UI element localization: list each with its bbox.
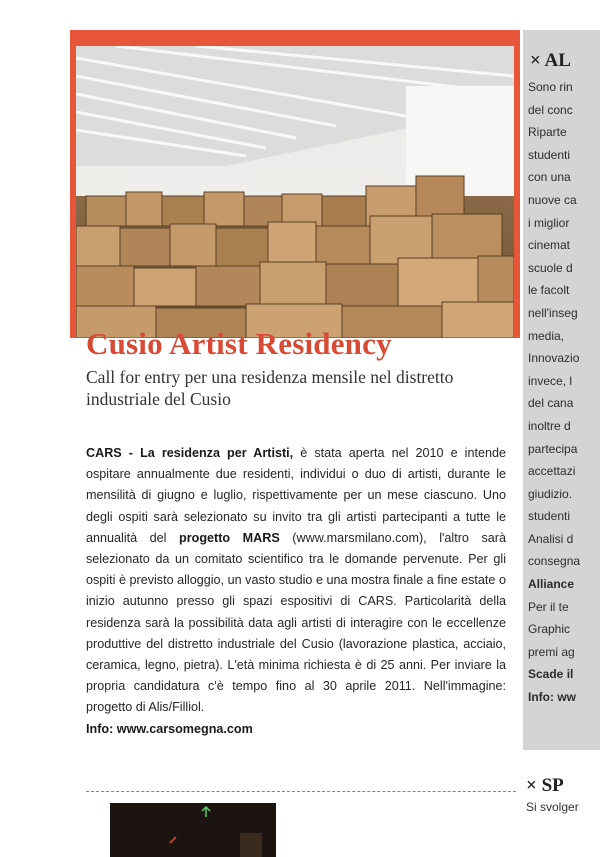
photo-frame-right xyxy=(514,46,520,338)
next-article-photo xyxy=(110,803,276,857)
sidebar-heading xyxy=(530,50,571,72)
sidebar-line: Riparte xyxy=(528,125,567,140)
sidebar-line: media, xyxy=(528,328,565,343)
sidebar-line: studenti xyxy=(528,509,571,524)
sidebar-line: giudizio. xyxy=(528,486,573,501)
article-info-link[interactable]: Info: www.carsomegna.com xyxy=(86,721,253,736)
sidebar-line-bold: Info: ww xyxy=(528,690,576,705)
sidebar-line xyxy=(528,663,580,686)
sidebar-line-bold: Scade il xyxy=(528,667,574,682)
sidebar-line: consegna xyxy=(528,554,581,569)
body-project-bold: progetto MARS xyxy=(179,530,280,545)
article-divider xyxy=(86,791,516,792)
next-article-image xyxy=(110,803,276,857)
warehouse-boxes-image xyxy=(76,46,514,338)
sidebar-line: studenti xyxy=(528,147,571,162)
sidebar-column xyxy=(523,30,600,750)
sidebar-line: premi ag xyxy=(528,644,575,659)
sidebar-line: Graphic xyxy=(528,622,571,637)
warehouse-photo xyxy=(76,46,514,338)
sidebar-line: partecipa xyxy=(528,441,578,456)
sidebar-line: cinemat xyxy=(528,238,571,253)
sidebar-heading-2-text: SP xyxy=(541,775,564,796)
sidebar-line: i miglior xyxy=(528,215,570,230)
article-title: Cusio Artist Residency xyxy=(86,326,392,361)
sidebar-footer-text: Si svolger xyxy=(526,800,579,814)
article-subtitle: Call for entry per una residenza mensile nel distretto industriale del Cusio xyxy=(86,367,454,409)
sidebar-line: accettazi xyxy=(528,464,576,479)
sidebar-heading-text: AL xyxy=(544,50,571,71)
sidebar-line: nuove ca xyxy=(528,192,577,207)
body-text-part1: è stata aperta nel 2010 e intende ospitare annualmente due residenti, individui o duo di artisti, durante le mensilità di giugno e luglio, rispettivamente per un mese ciascuno. Uno degli ospiti sarà selezionato su invito tra gli artisti partecipanti a tutte le annualità del xyxy=(86,446,506,545)
sidebar-line: inoltre d xyxy=(528,418,571,433)
sidebar-line: Per il te xyxy=(528,599,569,614)
article xyxy=(70,30,520,827)
sidebar-line-bold: Alliance xyxy=(528,577,575,592)
body-text-part2: (www.marsmilano.com), l'altro sarà selezionato da un comitato scientifico tra le domande pervenute. Per gli ospiti è previsto alloggio, un vasto studio e una mostra finale a fine estate o inizio autunno presso gli spazi espositivi di CARS. Particolarità della residenza sarà la possibilità data agli artisti di interagire con le eccellenze produttive del distretto industriale del Cusio (lavorazione plastica, acciaio, ceramica, legno, pietra). L'età minima richiesta è di 25 anni. Per inviare la propria candidatura c'è tempo fino al 30 aprile 2011. Nell'immagine: progetto di Alis/Filliol. xyxy=(86,530,506,715)
sidebar-line: del conc xyxy=(528,102,573,117)
sidebar-line: nell'inseg xyxy=(528,305,578,320)
sidebar-line: con una xyxy=(528,170,571,185)
sidebar-line xyxy=(528,573,580,596)
sidebar-line: Analisi d xyxy=(528,531,574,546)
close-x-icon: × xyxy=(530,50,541,71)
sidebar-line xyxy=(528,686,580,709)
sidebar-line: Sono rin xyxy=(528,80,573,94)
sidebar-line: le facolt xyxy=(528,283,570,298)
body-lead-bold: CARS - La residenza per Artisti, xyxy=(86,446,294,460)
sidebar-heading-2 xyxy=(526,775,564,797)
article-top-red-bar xyxy=(70,30,520,46)
sidebar-line: Innovazio xyxy=(528,351,580,366)
sidebar-line: del cana xyxy=(528,396,574,411)
close-x-icon-2: × xyxy=(526,775,537,796)
sidebar-line: scuole d xyxy=(528,260,573,275)
sidebar-text-lines xyxy=(528,76,580,709)
article-body xyxy=(86,443,506,740)
sidebar-line: invece, l xyxy=(528,373,573,388)
